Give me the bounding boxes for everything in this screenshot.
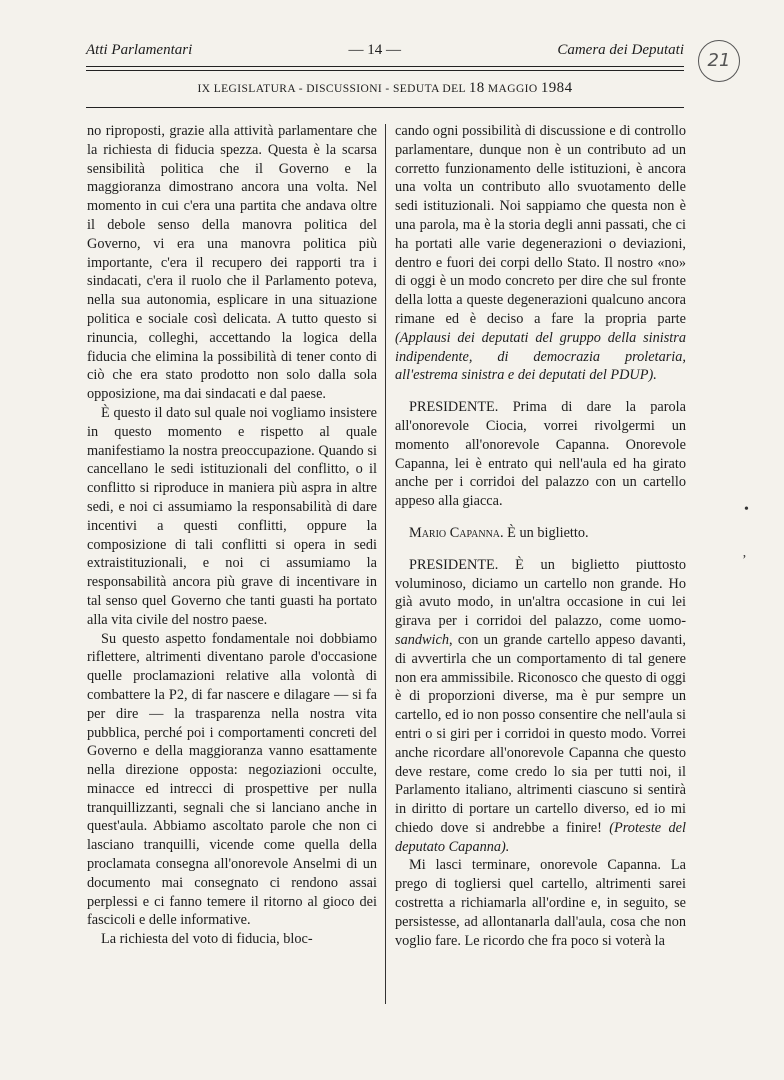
capanna-reply bbox=[395, 524, 686, 543]
speaker-name: Mario Capanna bbox=[409, 524, 501, 541]
header-rule-top bbox=[86, 66, 684, 67]
left-paragraph-3: Su questo aspetto fondamentale noi dobbiamo riflettere, altrimenti diventano parole d'occasione quelle proclamazioni relative alla volontà di combattere la P2, di far nascere e dilagare — si fa per dire — la trasparenza nella nostra vita pubblica, perché poi i comportamenti concreti del Governo e della maggioranza vanno esattamente nella direzione opposta: negoziazioni occulte, minacce ed intrecci di prospettive per nulla tranquillizzanti, segnali che si lanciano anche in quest'aula. Abbiamo ascoltato parole che non ci lasciano tranquilli, vicende come quella della proclamata consegna all'onorevole Anselmi di un documento mai consegnato ci rendono assai perplessi e ci fanno temere il ritorno al gioco dei fascicoli e delle informative. bbox=[87, 630, 377, 929]
subheader-prefix: IX LEGISLATURA - DISCUSSIONI - SEDUTA DEL bbox=[197, 83, 469, 95]
header-right: Camera dei Deputati bbox=[557, 42, 684, 58]
margin-mark-dot: • bbox=[744, 502, 749, 517]
left-paragraph-1: no riproposti, grazie alla attività parlamentare che la richiesta di fiducia spezza. Questa è la scarsa sensibilità politica che il Governo e la maggioranza dimostrano ancora una volta. Nel momento in cui c'era una partita che andava oltre il debole senso della manovra politica del Governo, vi era una manovra politica più importante, c'era il recupero dei rapporti tra i sindacati, c'era il ruolo che il Parlamento poteva, nella sua autonomia, esplicare in una situazione politica e sociale così delicata. A tutto questo si rinuncia, colleghi, accettando la logica della fiducia che elimina la possibilità di tener conto di ciò che era stato prodotto non solo dalla sola opposizione, ma dai sindacati e dal paese. bbox=[87, 123, 377, 403]
right-paragraph-1 bbox=[395, 122, 686, 385]
applause-note: (Applausi dei deputati del gruppo della sinistra indipendente, di democrazia proletaria, all'estrema sinistra e dei deputati del PDUP). bbox=[395, 329, 686, 384]
right-paragraph-1-text: cando ogni possibilità di discussione e di controllo parlamentare, dunque non è un contributo ad un corretto funzionamento delle istituzioni, è ancora una volta un contributo allo svuotamento delle sedi istituzionali. Noi sappiamo che questa non è una parola, ma è la storia degli anni passati, che ci ha portati alle varie degenerazioni o deviazioni, dentro e fuori dei corpi dello Stato. Il nostro «no» di oggi è un modo concreto per dire che sul fronte della lotta a queste degenerazioni qualcuno ancora rimane ed è deciso a fare la propria parte bbox=[395, 123, 686, 327]
president-text-b: , con un grande cartello appeso davanti, di avvertirla che un comportamento di tal genere non era ammissibile. Riconosco che questo di oggi è di proporzioni diverse, ma è pur sempre un cartello, ed io non posso consentire che nell'aula si entri o si giri per i corridoi in questo modo. Vorrei anche ricordare all'onorevole Capanna che questo deve restare, come credo lo sia per tutti noi, il Parlamento italiano, altrimenti ciascuno si sentirà in diritto di portare un cartello diverso, ed io mi chiedo dove si andrebbe a finire! bbox=[395, 631, 686, 836]
left-column bbox=[87, 122, 377, 949]
president-text-a: PRESIDENTE. È un biglietto piuttosto voluminoso, diciamo un cartello non grande. Ho già avuto modo, in un'altra occasione in cui lei girava per i corridoi del palazzo, come uomo- bbox=[395, 556, 686, 630]
page-number: — 14 — bbox=[348, 42, 402, 58]
handwritten-page-stamp: 21 bbox=[698, 40, 740, 82]
header-rule-bottom bbox=[86, 70, 684, 71]
right-column bbox=[395, 122, 686, 950]
margin-mark-tick: ʼ bbox=[742, 553, 747, 568]
subheader-rule bbox=[86, 107, 684, 108]
column-divider bbox=[385, 124, 386, 1004]
president-intervention-1: PRESIDENTE. Prima di dare la parola all'onorevole Ciocia, vorrei rivolgermi un momento all'onorevole Capanna. Onorevole Capanna, lei è entrato qui nell'aula ed ha girato anche per i corridoi del palazzo con un cartello appeso alla giacca. bbox=[395, 399, 686, 510]
left-paragraph-4: La richiesta del voto di fiducia, bloc- bbox=[101, 931, 313, 948]
subheader-day: 18 bbox=[468, 80, 485, 96]
left-paragraph-2: È questo il dato sul quale noi vogliamo insistere in questo momento e rispetto al quale manifestiamo la nostra preoccupazione. Quando si cancellano le sedi istituzionali del conflitto, o il conflitto si riproduce in maniera più aspra in altre sedi, e noi ci assumiamo la responsabilità di dare incentivi a questi conflitti, oppure la composizione di tali conflitti si opera in sedi extraistituzionali, e noi ci assumiamo la responsabilità ancora più grave di incentivare in tal senso quel Governo che tanti guasti ha portato alla vita civile del nostro paese. bbox=[87, 404, 377, 628]
president-intervention-3: Mi lasci terminare, onorevole Capanna. La prego di togliersi quel cartello, altrimenti sarei costretta a richiamarla all'ordine e, in seguito, se persistesse, ad allontanarla dall'aula, cosa che non voglio fare. Le ricordo che fra poco si voterà la bbox=[395, 857, 686, 949]
subheader-month: MAGGIO bbox=[484, 83, 541, 95]
header-left: Atti Parlamentari bbox=[86, 42, 193, 58]
president-intervention-2 bbox=[395, 556, 686, 857]
subheader-year: 1984 bbox=[540, 80, 573, 96]
session-subheader bbox=[86, 80, 684, 97]
page-header bbox=[86, 42, 684, 64]
capanna-reply-text: . È un biglietto. bbox=[500, 524, 589, 541]
sandwich-word: sandwich bbox=[395, 631, 450, 648]
protest-note: (Proteste del deputato Capanna). bbox=[395, 819, 687, 855]
